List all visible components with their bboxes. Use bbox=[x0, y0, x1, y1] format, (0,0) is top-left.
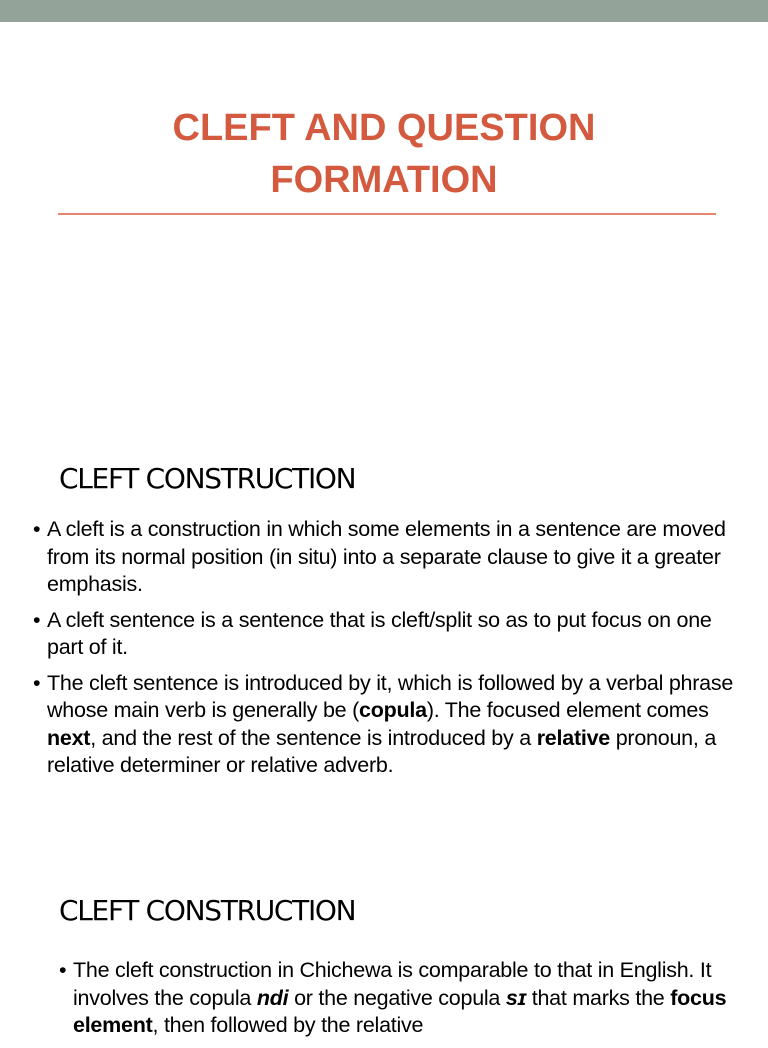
bullet-text: A cleft is a construction in which some elements in a sentence are moved from its normal position (in situ) into a separate clause to give it a greater emphasis. bbox=[47, 517, 726, 596]
bullet-text-part: pronoun, a relative determiner or relative adverb. bbox=[47, 725, 717, 777]
bullet-text-part: , then followed by the relative bbox=[152, 1013, 424, 1037]
bullet-text-part: The cleft construction in Chichewa is comparable to that in English. It involves the copula bbox=[73, 958, 712, 1010]
bullet-marker: • bbox=[59, 958, 67, 982]
top-accent-bar bbox=[0, 0, 768, 22]
section-heading-1: CLEFT CONSTRUCTION bbox=[59, 462, 356, 495]
slide-title bbox=[0, 102, 768, 206]
bold-term-copula: copula bbox=[359, 698, 427, 722]
list-item bbox=[59, 957, 739, 1040]
list-item bbox=[33, 516, 743, 599]
title-underline-divider bbox=[58, 213, 716, 215]
bullet-marker: • bbox=[33, 670, 41, 695]
slide-title-line-2: FORMATION bbox=[270, 159, 498, 201]
bullet-text-part: that marks the bbox=[526, 985, 671, 1010]
bold-term-relative: relative bbox=[536, 725, 610, 750]
bullet-text-part: , and the rest of the sentence is introduced by a bbox=[90, 725, 537, 750]
bullet-text: A cleft sentence is a sentence that is cleft/split so as to put focus on one part of it. bbox=[47, 607, 712, 659]
italic-term-si: sɪ bbox=[505, 985, 527, 1010]
bullet-text-part: or the negative copula bbox=[288, 985, 506, 1010]
section-heading-2: CLEFT CONSTRUCTION bbox=[59, 894, 356, 927]
bold-term-next: next bbox=[47, 725, 91, 750]
list-item bbox=[33, 607, 743, 662]
bullet-marker: • bbox=[33, 517, 41, 541]
bold-term-focus-element: focus element bbox=[73, 985, 727, 1037]
slide-title-line-1: CLEFT AND QUESTION bbox=[172, 107, 596, 149]
bullet-list-2 bbox=[59, 957, 739, 1048]
bullet-text-part: The cleft sentence is introduced by it, which is followed by a verbal phrase whose main verb is generally be ( bbox=[47, 670, 734, 722]
bullet-text-part: ). The focused element comes bbox=[426, 698, 709, 722]
italic-term-ndi: ndi bbox=[256, 985, 289, 1010]
bullet-marker: • bbox=[33, 607, 41, 632]
list-item bbox=[33, 670, 743, 780]
bullet-list-1 bbox=[33, 516, 743, 788]
